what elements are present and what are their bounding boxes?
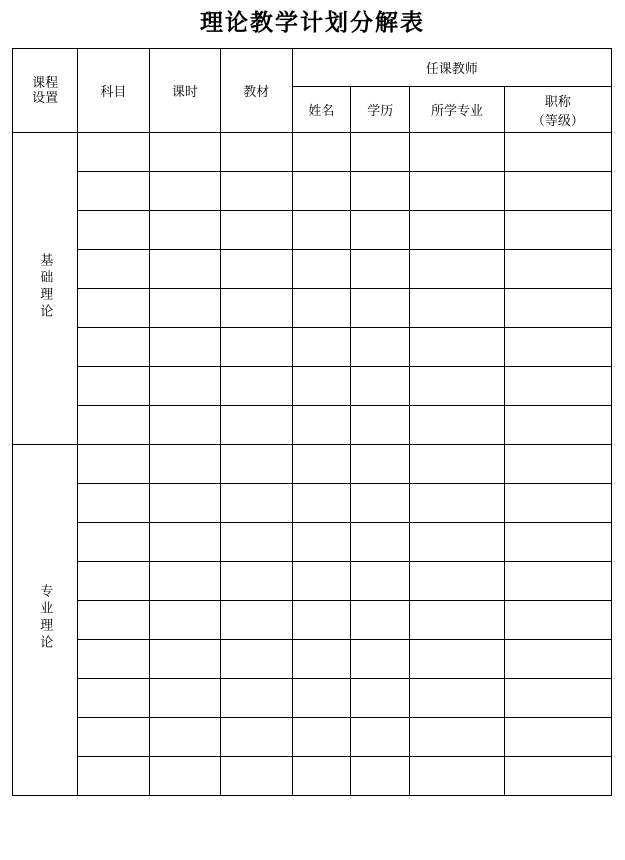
cell-textbook[interactable] (221, 367, 292, 406)
cell-education[interactable] (351, 523, 410, 562)
table-row (13, 367, 612, 406)
table-container (0, 48, 625, 796)
cell-teacher-name[interactable] (292, 172, 351, 211)
cell-education[interactable] (351, 601, 410, 640)
document-page (0, 8, 625, 860)
cell-education[interactable] (351, 562, 410, 601)
cell-hours[interactable] (149, 523, 220, 562)
table-row (13, 523, 612, 562)
cell-subject[interactable] (78, 172, 149, 211)
table-body (13, 133, 612, 796)
cell-major[interactable] (410, 601, 505, 640)
cell-education[interactable] (351, 250, 410, 289)
page-title: 理论教学计划分解表 (200, 10, 425, 35)
cell-subject[interactable] (78, 718, 149, 757)
cell-subject[interactable] (78, 523, 149, 562)
cell-education[interactable] (351, 679, 410, 718)
cell-rank[interactable] (504, 172, 611, 211)
cell-education[interactable] (351, 445, 410, 484)
cell-hours[interactable] (149, 718, 220, 757)
cell-hours[interactable] (149, 211, 220, 250)
cell-major[interactable] (410, 211, 505, 250)
header-rank-line1: 职称 (544, 93, 571, 109)
cell-education[interactable] (351, 406, 410, 445)
cell-subject[interactable] (78, 757, 149, 796)
table-row (13, 601, 612, 640)
group-label-1 (13, 133, 78, 445)
header-major: 所学专业 (410, 87, 505, 133)
cell-major[interactable] (410, 640, 505, 679)
table-row (13, 445, 612, 484)
cell-hours[interactable] (149, 640, 220, 679)
cell-education[interactable] (351, 640, 410, 679)
cell-rank[interactable] (504, 484, 611, 523)
table-row (13, 484, 612, 523)
table-row (13, 172, 612, 211)
cell-rank[interactable] (504, 250, 611, 289)
cell-teacher-name[interactable] (292, 562, 351, 601)
group-label-text: 基础理论 (38, 252, 54, 321)
cell-teacher-name[interactable] (292, 328, 351, 367)
table-row (13, 640, 612, 679)
cell-teacher-name[interactable] (292, 640, 351, 679)
cell-rank[interactable] (504, 718, 611, 757)
cell-teacher-name[interactable] (292, 484, 351, 523)
cell-teacher-name[interactable] (292, 250, 351, 289)
table-row (13, 406, 612, 445)
cell-education[interactable] (351, 211, 410, 250)
table-row (13, 679, 612, 718)
cell-hours[interactable] (149, 172, 220, 211)
cell-rank[interactable] (504, 757, 611, 796)
header-rank (504, 87, 611, 133)
cell-rank[interactable] (504, 367, 611, 406)
cell-textbook[interactable] (221, 640, 292, 679)
cell-textbook[interactable] (221, 445, 292, 484)
cell-textbook[interactable] (221, 211, 292, 250)
cell-major[interactable] (410, 718, 505, 757)
cell-textbook[interactable] (221, 601, 292, 640)
table-row (13, 562, 612, 601)
cell-teacher-name[interactable] (292, 133, 351, 172)
table-row (13, 133, 612, 172)
cell-major[interactable] (410, 757, 505, 796)
cell-major[interactable] (410, 406, 505, 445)
cell-textbook[interactable] (221, 289, 292, 328)
header-hours: 课时 (149, 49, 220, 133)
cell-teacher-name[interactable] (292, 523, 351, 562)
cell-subject[interactable] (78, 679, 149, 718)
cell-rank[interactable] (504, 406, 611, 445)
cell-textbook[interactable] (221, 718, 292, 757)
cell-major[interactable] (410, 172, 505, 211)
header-subject: 科目 (78, 49, 149, 133)
cell-subject[interactable] (78, 484, 149, 523)
header-rank-line2: （等级） (531, 112, 584, 128)
cell-education[interactable] (351, 172, 410, 211)
header-course-setting-line2: 设置 (32, 89, 59, 105)
cell-subject[interactable] (78, 406, 149, 445)
header-course-setting (13, 49, 78, 133)
table-row (13, 289, 612, 328)
cell-education[interactable] (351, 718, 410, 757)
theory-teaching-plan-table (12, 48, 612, 796)
cell-rank[interactable] (504, 640, 611, 679)
cell-textbook[interactable] (221, 328, 292, 367)
cell-major[interactable] (410, 679, 505, 718)
cell-rank[interactable] (504, 523, 611, 562)
cell-rank[interactable] (504, 289, 611, 328)
cell-education[interactable] (351, 367, 410, 406)
table-row (13, 250, 612, 289)
cell-subject[interactable] (78, 289, 149, 328)
group-label-2 (13, 445, 78, 796)
cell-rank[interactable] (504, 679, 611, 718)
table-row (13, 718, 612, 757)
cell-major[interactable] (410, 289, 505, 328)
cell-major[interactable] (410, 484, 505, 523)
cell-subject[interactable] (78, 562, 149, 601)
cell-hours[interactable] (149, 250, 220, 289)
cell-rank[interactable] (504, 133, 611, 172)
cell-textbook[interactable] (221, 250, 292, 289)
cell-major[interactable] (410, 133, 505, 172)
cell-teacher-name[interactable] (292, 679, 351, 718)
cell-hours[interactable] (149, 367, 220, 406)
cell-major[interactable] (410, 328, 505, 367)
header-teacher-group: 任课教师 (292, 49, 612, 87)
cell-major[interactable] (410, 445, 505, 484)
cell-hours[interactable] (149, 406, 220, 445)
cell-teacher-name[interactable] (292, 406, 351, 445)
table-header (13, 49, 612, 133)
cell-subject[interactable] (78, 328, 149, 367)
cell-subject[interactable] (78, 133, 149, 172)
cell-hours[interactable] (149, 757, 220, 796)
cell-education[interactable] (351, 328, 410, 367)
cell-hours[interactable] (149, 445, 220, 484)
cell-subject[interactable] (78, 250, 149, 289)
cell-teacher-name[interactable] (292, 718, 351, 757)
cell-rank[interactable] (504, 562, 611, 601)
cell-hours[interactable] (149, 133, 220, 172)
cell-textbook[interactable] (221, 172, 292, 211)
cell-subject[interactable] (78, 601, 149, 640)
header-course-setting-line1: 课程 (32, 74, 59, 90)
cell-subject[interactable] (78, 367, 149, 406)
table-row (13, 211, 612, 250)
cell-subject[interactable] (78, 211, 149, 250)
cell-hours[interactable] (149, 562, 220, 601)
group-label-text: 专业理论 (38, 584, 54, 652)
cell-education[interactable] (351, 484, 410, 523)
cell-teacher-name[interactable] (292, 445, 351, 484)
cell-education[interactable] (351, 133, 410, 172)
cell-hours[interactable] (149, 601, 220, 640)
cell-textbook[interactable] (221, 406, 292, 445)
cell-textbook[interactable] (221, 562, 292, 601)
header-textbook: 教材 (221, 49, 292, 133)
cell-teacher-name[interactable] (292, 367, 351, 406)
cell-hours[interactable] (149, 328, 220, 367)
cell-education[interactable] (351, 757, 410, 796)
cell-major[interactable] (410, 367, 505, 406)
cell-subject[interactable] (78, 445, 149, 484)
cell-hours[interactable] (149, 289, 220, 328)
cell-hours[interactable] (149, 484, 220, 523)
cell-teacher-name[interactable] (292, 757, 351, 796)
cell-rank[interactable] (504, 211, 611, 250)
cell-hours[interactable] (149, 679, 220, 718)
cell-textbook[interactable] (221, 523, 292, 562)
cell-teacher-name[interactable] (292, 601, 351, 640)
cell-subject[interactable] (78, 640, 149, 679)
cell-teacher-name[interactable] (292, 289, 351, 328)
header-row-top (13, 49, 612, 87)
cell-textbook[interactable] (221, 484, 292, 523)
cell-rank[interactable] (504, 445, 611, 484)
cell-textbook[interactable] (221, 679, 292, 718)
cell-rank[interactable] (504, 328, 611, 367)
cell-textbook[interactable] (221, 133, 292, 172)
cell-major[interactable] (410, 523, 505, 562)
cell-major[interactable] (410, 250, 505, 289)
cell-education[interactable] (351, 289, 410, 328)
cell-textbook[interactable] (221, 757, 292, 796)
header-education: 学历 (351, 87, 410, 133)
cell-teacher-name[interactable] (292, 211, 351, 250)
cell-major[interactable] (410, 562, 505, 601)
cell-rank[interactable] (504, 601, 611, 640)
table-row (13, 328, 612, 367)
header-teacher-name: 姓名 (292, 87, 351, 133)
table-row (13, 757, 612, 796)
